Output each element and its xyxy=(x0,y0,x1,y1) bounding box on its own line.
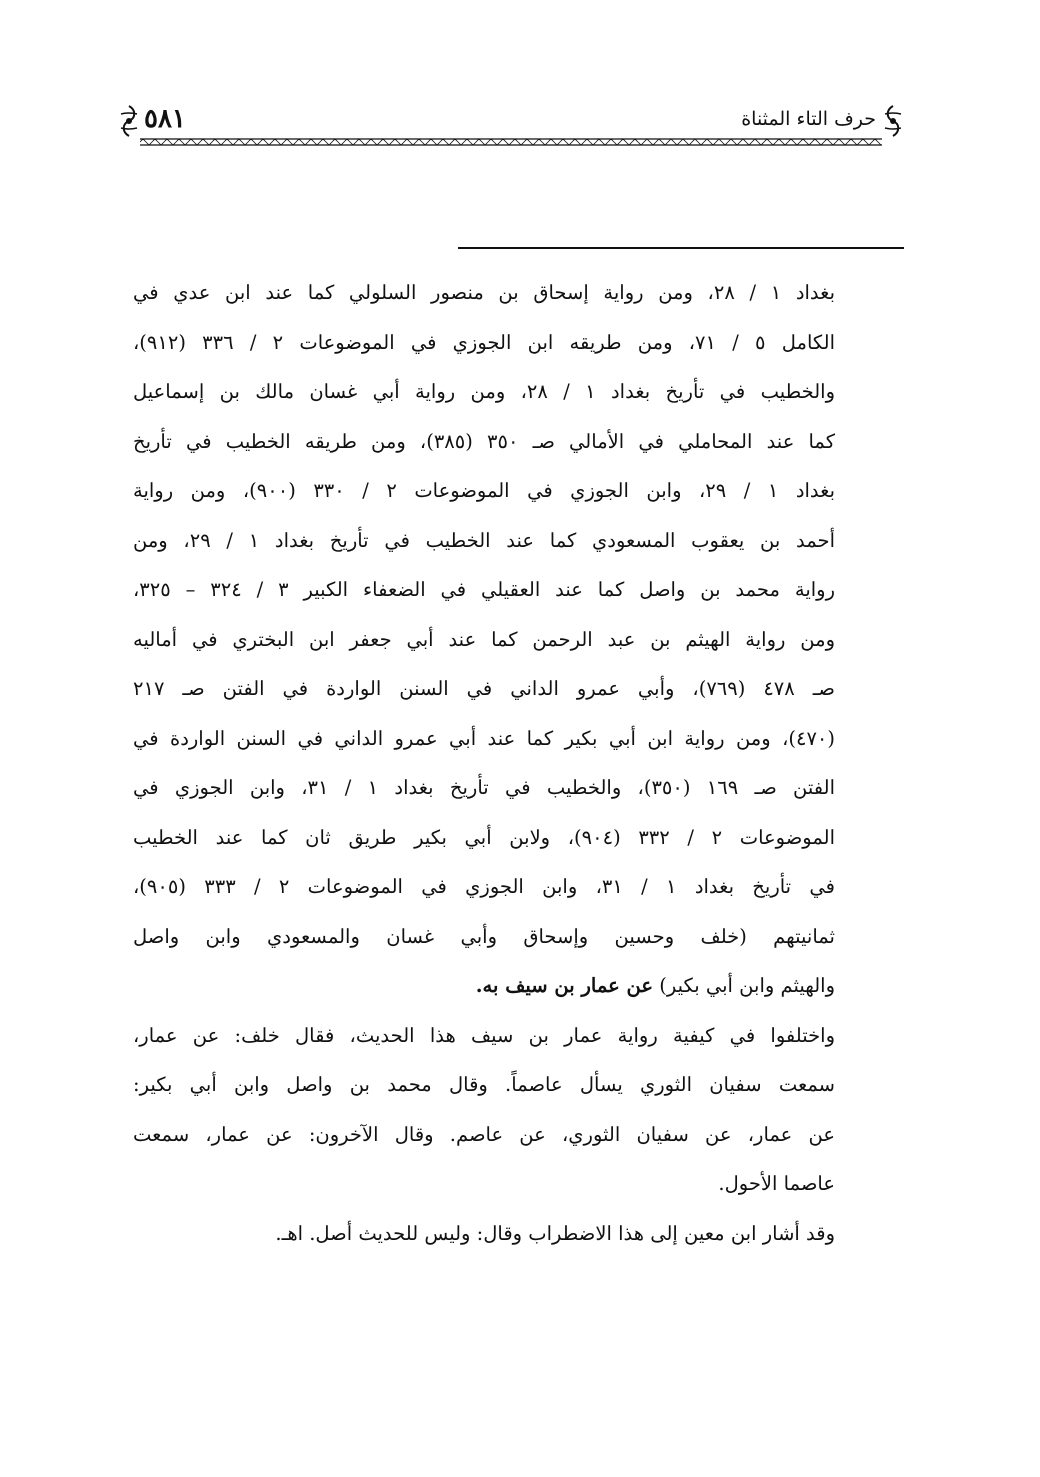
bold-chain-text: عن عمار بن سيف به. xyxy=(475,974,654,997)
chapter-title: حرف التاء المثناة xyxy=(741,108,876,130)
text-line: رواية محمد بن واصل كما عند العقيلي في الضعفاء الكبير ٣ / ٣٢٤ – ٣٢٥، xyxy=(133,578,835,601)
ornament-left-icon xyxy=(118,104,140,138)
text-line: بغداد ١ / ٢٩، وابن الجوزي في الموضوعات ٢ / ٣٣٠ (٩٠٠)، ومن رواية xyxy=(133,479,836,502)
footnote-separator-rule xyxy=(458,247,904,249)
text-line: عاصما الأحول. xyxy=(718,1172,835,1195)
text-line: وقد أشار ابن معين إلى هذا الاضطراب وقال: وليس للحديث أصل. اهـ. xyxy=(275,1221,835,1245)
text-line: كما عند المحاملي في الأمالي صـ ٣٥٠ (٣٨٥)، ومن طريقه الخطيب في تأريخ xyxy=(133,429,835,453)
running-header xyxy=(118,98,904,148)
text-line: صـ ٤٧٨ (٧٦٩)، وأبي عمرو الداني في السنن الواردة في الفتن صـ ٢١٧ xyxy=(133,677,835,700)
text-line: الكامل ٥ / ٧١، ومن طريقه ابن الجوزي في الموضوعات ٢ / ٣٣٦ (٩١٢)، xyxy=(133,330,836,354)
text-line: بغداد ١ / ٢٨، ومن رواية إسحاق بن منصور السلولي كما عند ابن عدي في xyxy=(133,281,835,304)
text-line: في تأريخ بغداد ١ / ٣١، وابن الجوزي في الموضوعات ٢ / ٣٣٣ (٩٠٥)، xyxy=(133,875,835,898)
ornament-right-icon xyxy=(882,104,904,138)
text-line: الفتن صـ ١٦٩ (٣٥٠)، والخطيب في تأريخ بغداد ١ / ٣١، وابن الجوزي في xyxy=(133,776,835,799)
text-line: (٤٧٠)، ومن رواية ابن أبي بكير كما عند أبي عمرو الداني في السنن الواردة في xyxy=(133,726,835,750)
page-number: ٥٨١ xyxy=(144,104,186,134)
text-line: سمعت سفيان الثوري يسأل عاصماً. وقال محمد بن واصل وابن أبي بكير: xyxy=(133,1073,835,1096)
text-line: عن عمار، عن سفيان الثوري، عن عاصم. وقال الآخرون: عن عمار، سمعت xyxy=(133,1122,835,1146)
text-span: والهيثم وابن أبي بكير) xyxy=(659,974,835,997)
text-line: ثمانيتهم (خلف وحسين وإسحاق وأبي غسان والمسعودي وابن واصل xyxy=(133,924,835,948)
text-line: أحمد بن يعقوب المسعودي كما عند الخطيب في تأريخ بغداد ١ / ٢٩، ومن xyxy=(133,528,836,552)
text-line: ومن رواية الهيثم بن عبد الرحمن كما عند أبي جعفر ابن البختري في أماليه xyxy=(133,627,835,651)
footnote-text xyxy=(133,268,835,1258)
text-line: الموضوعات ٢ / ٣٣٢ (٩٠٤)، ولابن أبي بكير طريق ثان كما عند الخطيب xyxy=(133,825,836,849)
header-decorative-rule xyxy=(140,138,882,146)
text-line: والخطيب في تأريخ بغداد ١ / ٢٨، ومن رواية أبي غسان مالك بن إسماعيل xyxy=(133,380,835,403)
text-line xyxy=(133,961,835,1011)
text-line: واختلفوا في كيفية رواية عمار بن سيف هذا الحديث، فقال خلف: عن عمار، xyxy=(133,1023,835,1047)
